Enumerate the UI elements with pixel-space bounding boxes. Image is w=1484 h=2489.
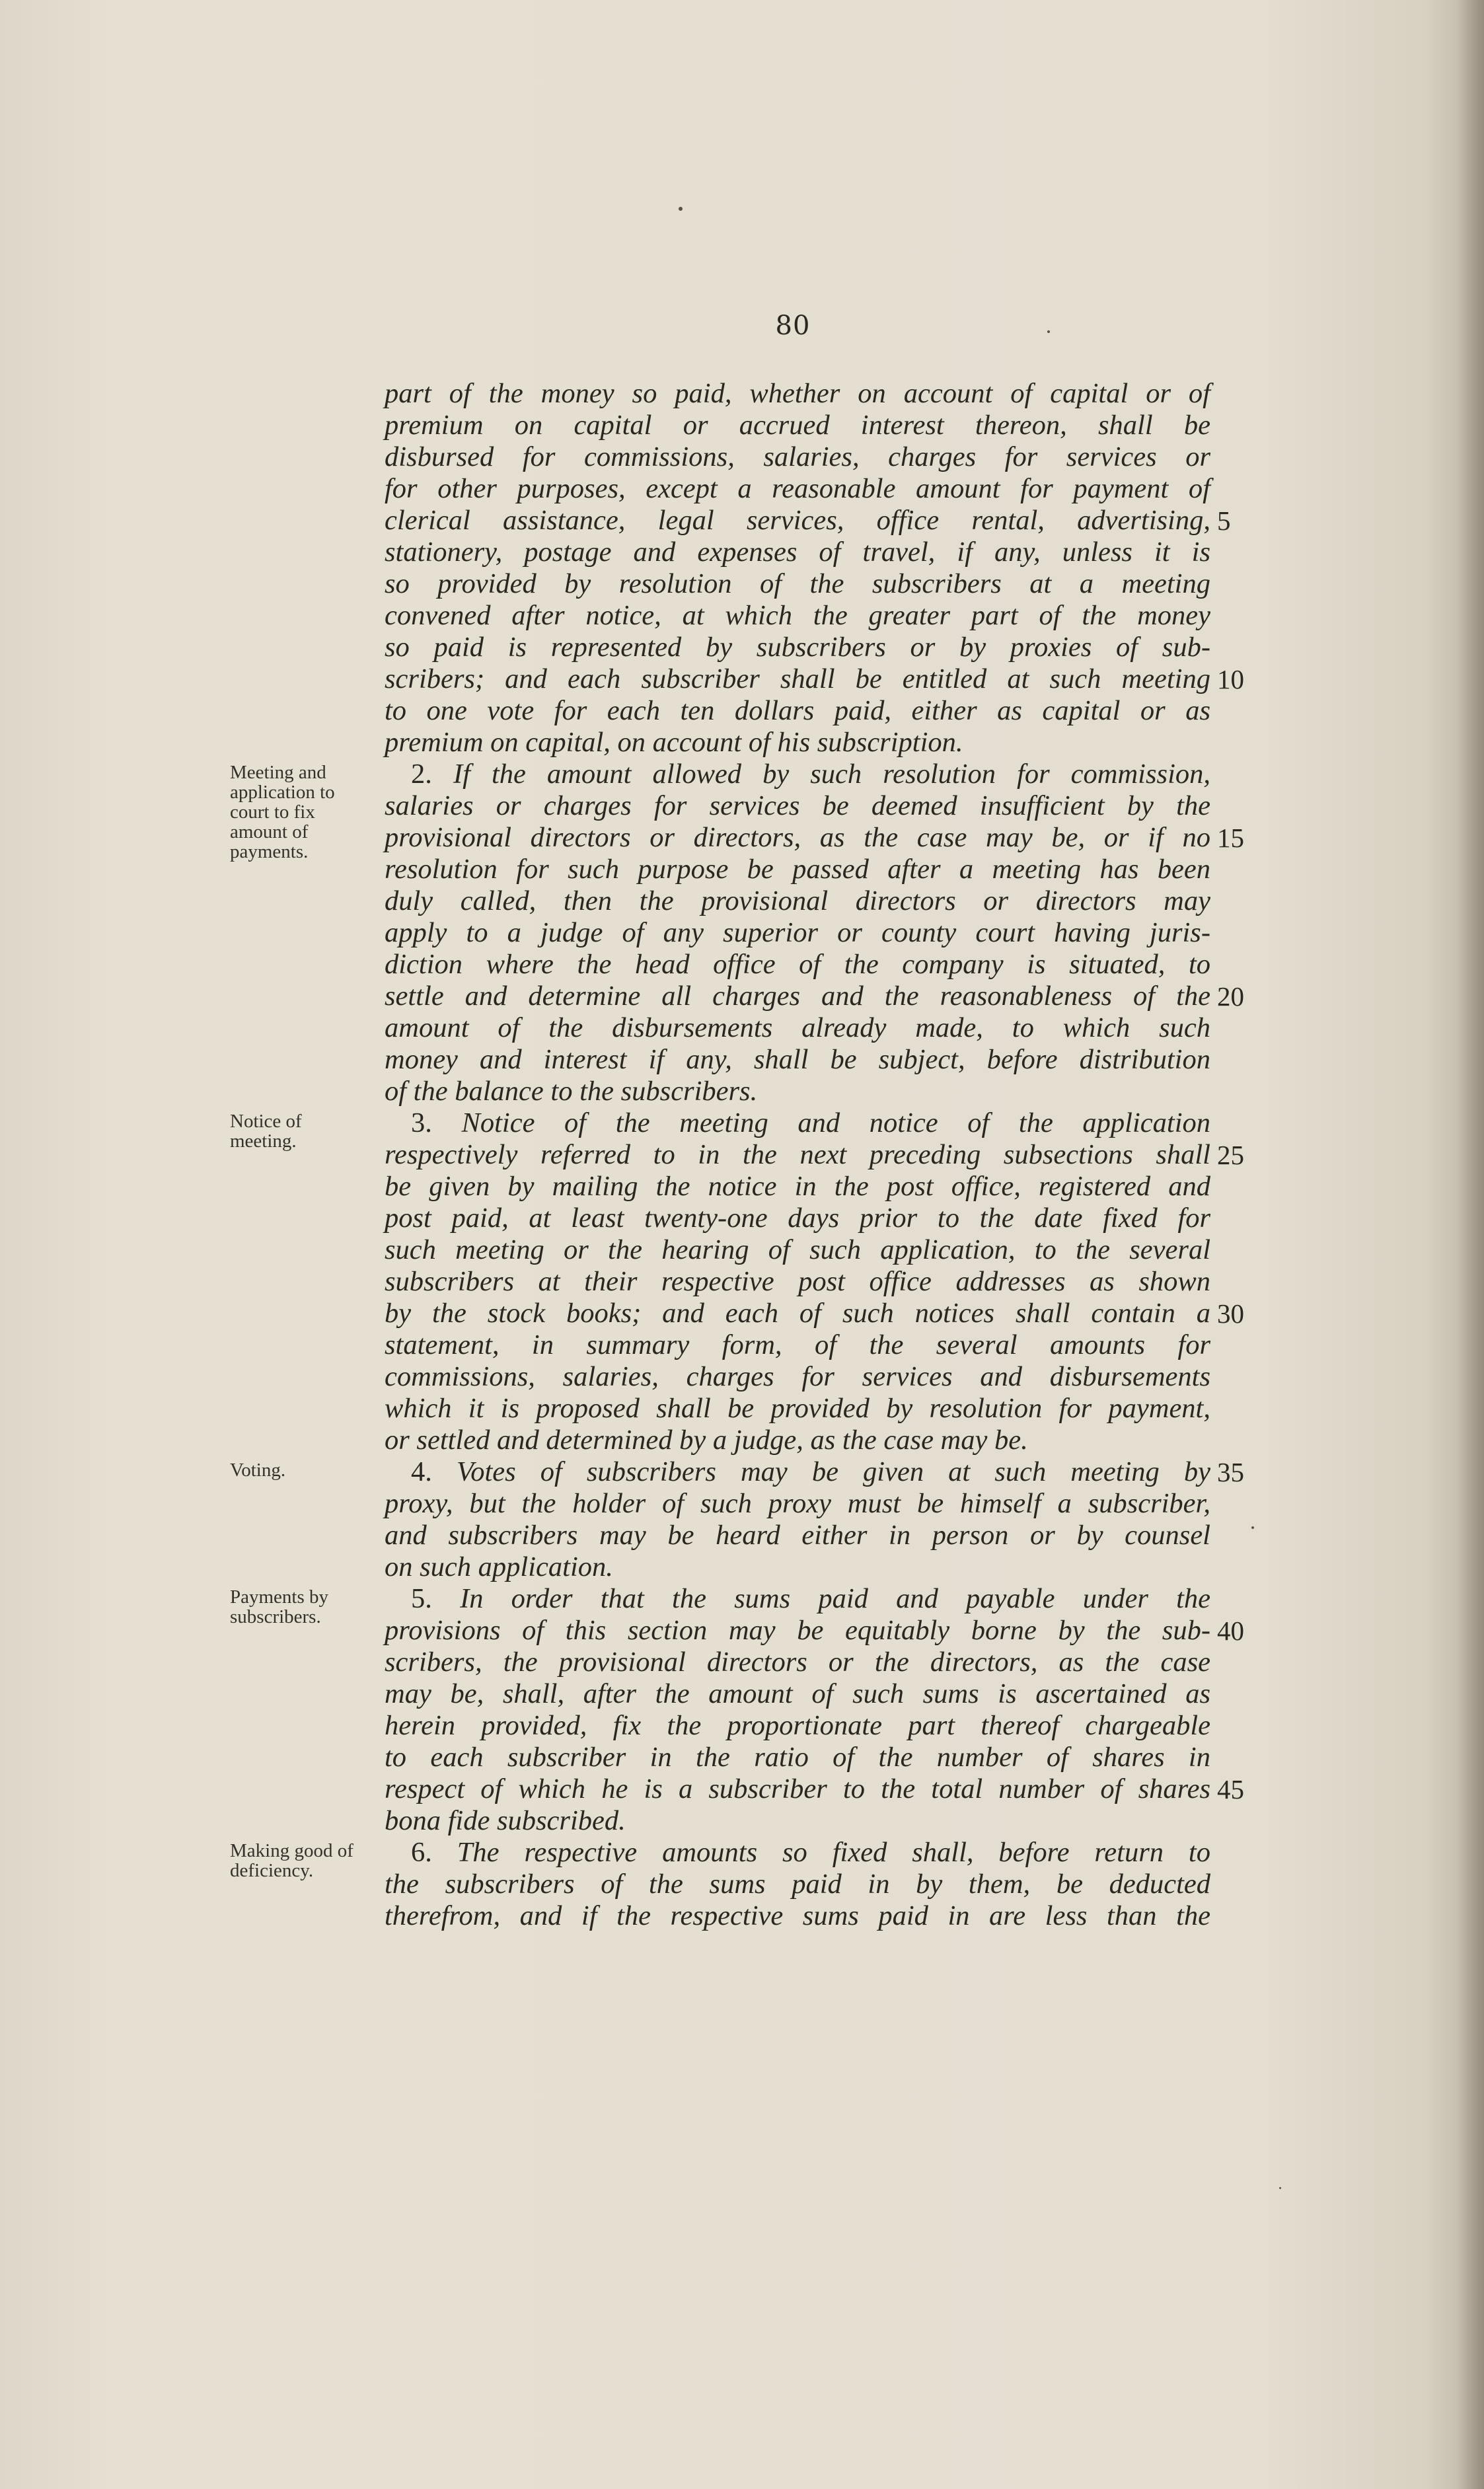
text-line-content: therefrom, and if the respective sums paid in are less than the	[385, 1900, 1210, 1931]
text-line	[385, 759, 1210, 790]
text-line-content: may be, shall, after the amount of such sums is ascertained as	[385, 1678, 1210, 1709]
text-line-content: bona fide subscribed.	[385, 1805, 626, 1836]
text-line	[385, 441, 1210, 473]
statute-body-text	[385, 378, 1210, 1932]
text-line-content: commissions, salaries, charges for services and disbursements	[385, 1361, 1210, 1392]
line-number: 5	[1217, 505, 1231, 536]
text-line-content: resolution for such purpose be passed after a meeting has been	[385, 854, 1210, 885]
text-line	[385, 822, 1210, 854]
margin-note: Notice of meeting.	[230, 1111, 302, 1152]
text-line	[385, 917, 1210, 949]
text-line-content: to one vote for each ten dollars paid, either as capital or as	[385, 695, 1210, 726]
text-line-content: provisional directors or directors, as the case may be, or if no	[385, 822, 1210, 853]
text-line	[385, 1044, 1210, 1076]
text-line-content: on such application.	[385, 1551, 613, 1582]
text-line	[385, 1203, 1210, 1234]
text-line-content: settle and determine all charges and the reasonableness of the	[385, 981, 1210, 1012]
text-line	[385, 727, 1210, 759]
subsection-number: 3.	[411, 1107, 462, 1138]
text-line-content: scribers, the provisional directors or the directors, as the case	[385, 1647, 1210, 1678]
text-line	[385, 1869, 1210, 1900]
text-line-content: convened after notice, at which the greater part of the money	[385, 600, 1210, 631]
subsection-number: 5.	[411, 1583, 461, 1614]
text-line-content: clerical assistance, legal services, office rental, advertising,	[385, 505, 1210, 536]
line-number: 15	[1217, 823, 1244, 853]
text-line-content: proxy, but the holder of such proxy must be himself a subscriber,	[385, 1488, 1210, 1519]
subsection-number: 2.	[411, 759, 453, 790]
text-line-content: herein provided, fix the proportionate part thereof chargeable	[385, 1710, 1210, 1741]
text-line	[385, 1012, 1210, 1044]
text-line-content: of the balance to the subscribers.	[385, 1076, 758, 1107]
text-line	[385, 949, 1210, 981]
text-line-content: to each subscriber in the ratio of the number of shares in	[385, 1742, 1210, 1773]
paper-speck	[679, 207, 683, 211]
text-line	[385, 1139, 1210, 1171]
text-line	[385, 1710, 1210, 1742]
paper-speck	[1251, 1526, 1254, 1529]
text-line-content: If the amount allowed by such resolution for commission,	[453, 759, 1211, 790]
text-line	[385, 1520, 1210, 1551]
text-line	[385, 1425, 1210, 1456]
text-line	[385, 1742, 1210, 1773]
text-line	[385, 1837, 1210, 1869]
line-number: 25	[1217, 1140, 1244, 1170]
text-line	[385, 854, 1210, 885]
text-line	[385, 1678, 1210, 1710]
text-line-content: In order that the sums paid and payable under the	[460, 1583, 1210, 1614]
text-line-content: scribers; and each subscriber shall be entitled at such meeting	[385, 663, 1210, 694]
subsection-number: 4.	[411, 1456, 457, 1487]
text-line	[385, 1329, 1210, 1361]
margin-note: Making good of deficiency.	[230, 1840, 353, 1881]
paper-speck	[1279, 2187, 1281, 2189]
text-line-content: subscribers at their respective post office addresses as shown	[385, 1266, 1210, 1297]
text-line	[385, 695, 1210, 727]
page-number: 80	[775, 311, 811, 341]
text-line-content: so paid is represented by subscribers or by proxies of sub-	[385, 632, 1210, 663]
margin-note: Payments by subscribers.	[230, 1586, 329, 1627]
line-number: 35	[1217, 1457, 1244, 1487]
text-line-content: duly called, then the provisional directors or directors may	[385, 885, 1210, 916]
text-line	[385, 1266, 1210, 1298]
text-line	[385, 378, 1210, 410]
text-line-content: stationery, postage and expenses of travel, if any, unless it is	[385, 537, 1210, 568]
text-line-content: disbursed for commissions, salaries, charges for services or	[385, 441, 1210, 472]
text-line-content: by the stock books; and each of such notices shall contain a	[385, 1298, 1210, 1329]
text-line	[385, 1393, 1210, 1425]
text-line	[385, 790, 1210, 822]
text-line-content: salaries or charges for services be deemed insufficient by the	[385, 790, 1210, 821]
text-line	[385, 537, 1210, 568]
text-line	[385, 1805, 1210, 1837]
text-line-content: such meeting or the hearing of such application, to the several	[385, 1234, 1210, 1265]
line-number: 20	[1217, 981, 1244, 1012]
text-line-content: part of the money so paid, whether on account of capital or of	[385, 378, 1210, 409]
text-line-content: statement, in summary form, of the several amounts for	[385, 1329, 1210, 1360]
text-line-content: premium on capital, on account of his subscription.	[385, 727, 963, 758]
text-line-content: for other purposes, except a reasonable amount for payment of	[385, 473, 1210, 504]
text-line-content: respect of which he is a subscriber to the total number of shares	[385, 1773, 1210, 1804]
text-line	[385, 600, 1210, 632]
text-line	[385, 1583, 1210, 1615]
line-number: 40	[1217, 1616, 1244, 1646]
text-line	[385, 1773, 1210, 1805]
text-line	[385, 981, 1210, 1012]
text-line	[385, 1456, 1210, 1488]
text-line	[385, 505, 1210, 537]
text-line-content: diction where the head office of the company is situated, to	[385, 949, 1210, 980]
text-line-content: Votes of subscribers may be given at such meeting by	[456, 1456, 1210, 1487]
text-line	[385, 1551, 1210, 1583]
text-line	[385, 1615, 1210, 1647]
text-line-content: and subscribers may be heard either in person or by counsel	[385, 1520, 1210, 1551]
text-line	[385, 1647, 1210, 1678]
text-line	[385, 1900, 1210, 1932]
text-line-content: apply to a judge of any superior or county court having juris-	[385, 917, 1210, 948]
text-line	[385, 410, 1210, 441]
text-line	[385, 473, 1210, 505]
text-line-content: provisions of this section may be equitably borne by the sub-	[385, 1615, 1210, 1646]
text-line-content: premium on capital or accrued interest thereon, shall be	[385, 410, 1210, 441]
text-line	[385, 568, 1210, 600]
text-line-content: so provided by resolution of the subscribers at a meeting	[385, 568, 1210, 599]
margin-note: Voting.	[230, 1460, 286, 1481]
text-line	[385, 1107, 1210, 1139]
line-number: 10	[1217, 664, 1244, 694]
text-line	[385, 1361, 1210, 1393]
text-line-content: post paid, at least twenty-one days prior to the date fixed for	[385, 1203, 1210, 1234]
line-number: 30	[1217, 1298, 1244, 1329]
text-line	[385, 663, 1210, 695]
text-line	[385, 1488, 1210, 1520]
text-line-content: The respective amounts so fixed shall, before return to	[457, 1837, 1210, 1868]
text-line-content: money and interest if any, shall be subject, before distribution	[385, 1044, 1210, 1075]
line-number: 45	[1217, 1774, 1244, 1804]
text-line-content: the subscribers of the sums paid in by them, be deducted	[385, 1869, 1210, 1900]
text-line-content: be given by mailing the notice in the post office, registered and	[385, 1171, 1210, 1202]
text-line-content: respectively referred to in the next preceding subsections shall	[385, 1139, 1210, 1170]
text-line	[385, 885, 1210, 917]
text-line-content: Notice of the meeting and notice of the application	[461, 1107, 1211, 1138]
subsection-number: 6.	[411, 1837, 457, 1868]
page-binding-shadow	[1458, 0, 1484, 2489]
margin-note: Meeting and application to court to fix amount of payments.	[230, 762, 335, 862]
text-line	[385, 1076, 1210, 1107]
text-line	[385, 632, 1210, 663]
text-line	[385, 1171, 1210, 1203]
text-line	[385, 1234, 1210, 1266]
text-line-content: or settled and determined by a judge, as the case may be.	[385, 1425, 1028, 1456]
paper-speck	[1047, 330, 1050, 333]
text-line-content: which it is proposed shall be provided by resolution for payment,	[385, 1393, 1210, 1424]
text-line-content: amount of the disbursements already made, to which such	[385, 1012, 1210, 1043]
text-line	[385, 1298, 1210, 1329]
